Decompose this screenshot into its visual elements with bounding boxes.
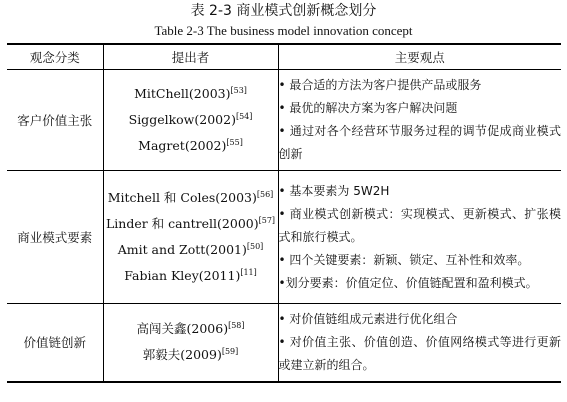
- proposer-name: Siggelkow(2002): [128, 112, 236, 127]
- category-cell: 商业模式要素: [7, 171, 103, 304]
- view-item: • 四个关键要素：新颖、锁定、互补性和效率。: [278, 252, 530, 267]
- reference-mark: [59]: [221, 347, 239, 357]
- proposer-entry: [104, 81, 278, 107]
- header-main-views: 主要观点: [278, 44, 561, 70]
- proposer-name: Amit and Zott(2001): [117, 242, 247, 257]
- proposers-cell: [103, 304, 278, 382]
- proposers-cell: [103, 171, 278, 304]
- view-item: • 对价值主张、价值创造、价值网络模式等进行更新或建立新的组合。: [278, 334, 561, 372]
- table-row: [7, 304, 561, 382]
- view-item: • 商业模式创新模式：实现模式、更新模式、扩张模式和旅行模式。: [278, 206, 561, 244]
- reference-mark: [55]: [226, 138, 243, 147]
- proposer-name: 高闯关鑫(2006): [136, 321, 229, 337]
- proposer-entry: [104, 342, 278, 368]
- category-cell: 价值链创新: [7, 304, 103, 382]
- category-cell: 客户价值主张: [7, 70, 103, 171]
- views-cell: [278, 171, 561, 304]
- proposer-name: Mitchell 和 Coles(2003): [107, 190, 257, 205]
- view-item: • 对价值链组成元素进行优化组合: [278, 311, 458, 326]
- view-item: • 最优的解决方案为客户解决问题: [278, 101, 458, 115]
- view-item: • 最合适的方法为客户提供产品或服务: [278, 78, 482, 92]
- reference-mark: [58]: [228, 321, 245, 331]
- reference-mark: [53]: [230, 86, 247, 95]
- header-proposer: 提出者: [103, 44, 278, 70]
- view-item: • 通过对各个经营环节服务过程的调节促成商业模式创新: [278, 124, 561, 161]
- proposer-entry: [104, 263, 278, 289]
- reference-mark: [56]: [256, 190, 274, 199]
- table-row: [7, 171, 561, 304]
- reference-mark: [54]: [235, 112, 253, 121]
- header-category: 观念分类: [7, 44, 103, 70]
- proposer-entry: [104, 316, 278, 342]
- proposer-name: 郭毅夫(2009): [142, 347, 222, 363]
- reference-mark: [50]: [246, 242, 264, 251]
- proposer-entry: [104, 107, 278, 133]
- proposer-entry: [104, 185, 278, 211]
- proposer-name: Fabian Kley(2011): [124, 268, 241, 283]
- proposer-name: MitChell(2003): [134, 86, 231, 101]
- proposers-cell: [103, 70, 278, 171]
- reference-mark: [57]: [258, 216, 276, 225]
- proposer-name: Linder 和 cantrell(2000): [105, 216, 259, 231]
- proposer-entry: [104, 237, 278, 263]
- reference-mark: [11]: [240, 268, 257, 277]
- views-cell: [278, 70, 561, 171]
- table-header-row: [7, 44, 561, 70]
- table-caption-chinese: 表 2-3 商业模式创新概念划分: [190, 3, 377, 19]
- table-row: [7, 70, 561, 171]
- concepts-table: [7, 43, 561, 383]
- proposer-entry: [104, 211, 278, 237]
- views-cell: [278, 304, 561, 382]
- view-item: • 基本要素为 5W2H: [278, 183, 390, 198]
- proposer-entry: [104, 133, 278, 159]
- proposer-name: Magret(2002): [138, 138, 227, 153]
- view-item: •划分要素：价值定位、价值链配置和盈利模式。: [278, 275, 538, 290]
- table-caption-english: Table 2-3 The business model innovation concept: [154, 23, 413, 38]
